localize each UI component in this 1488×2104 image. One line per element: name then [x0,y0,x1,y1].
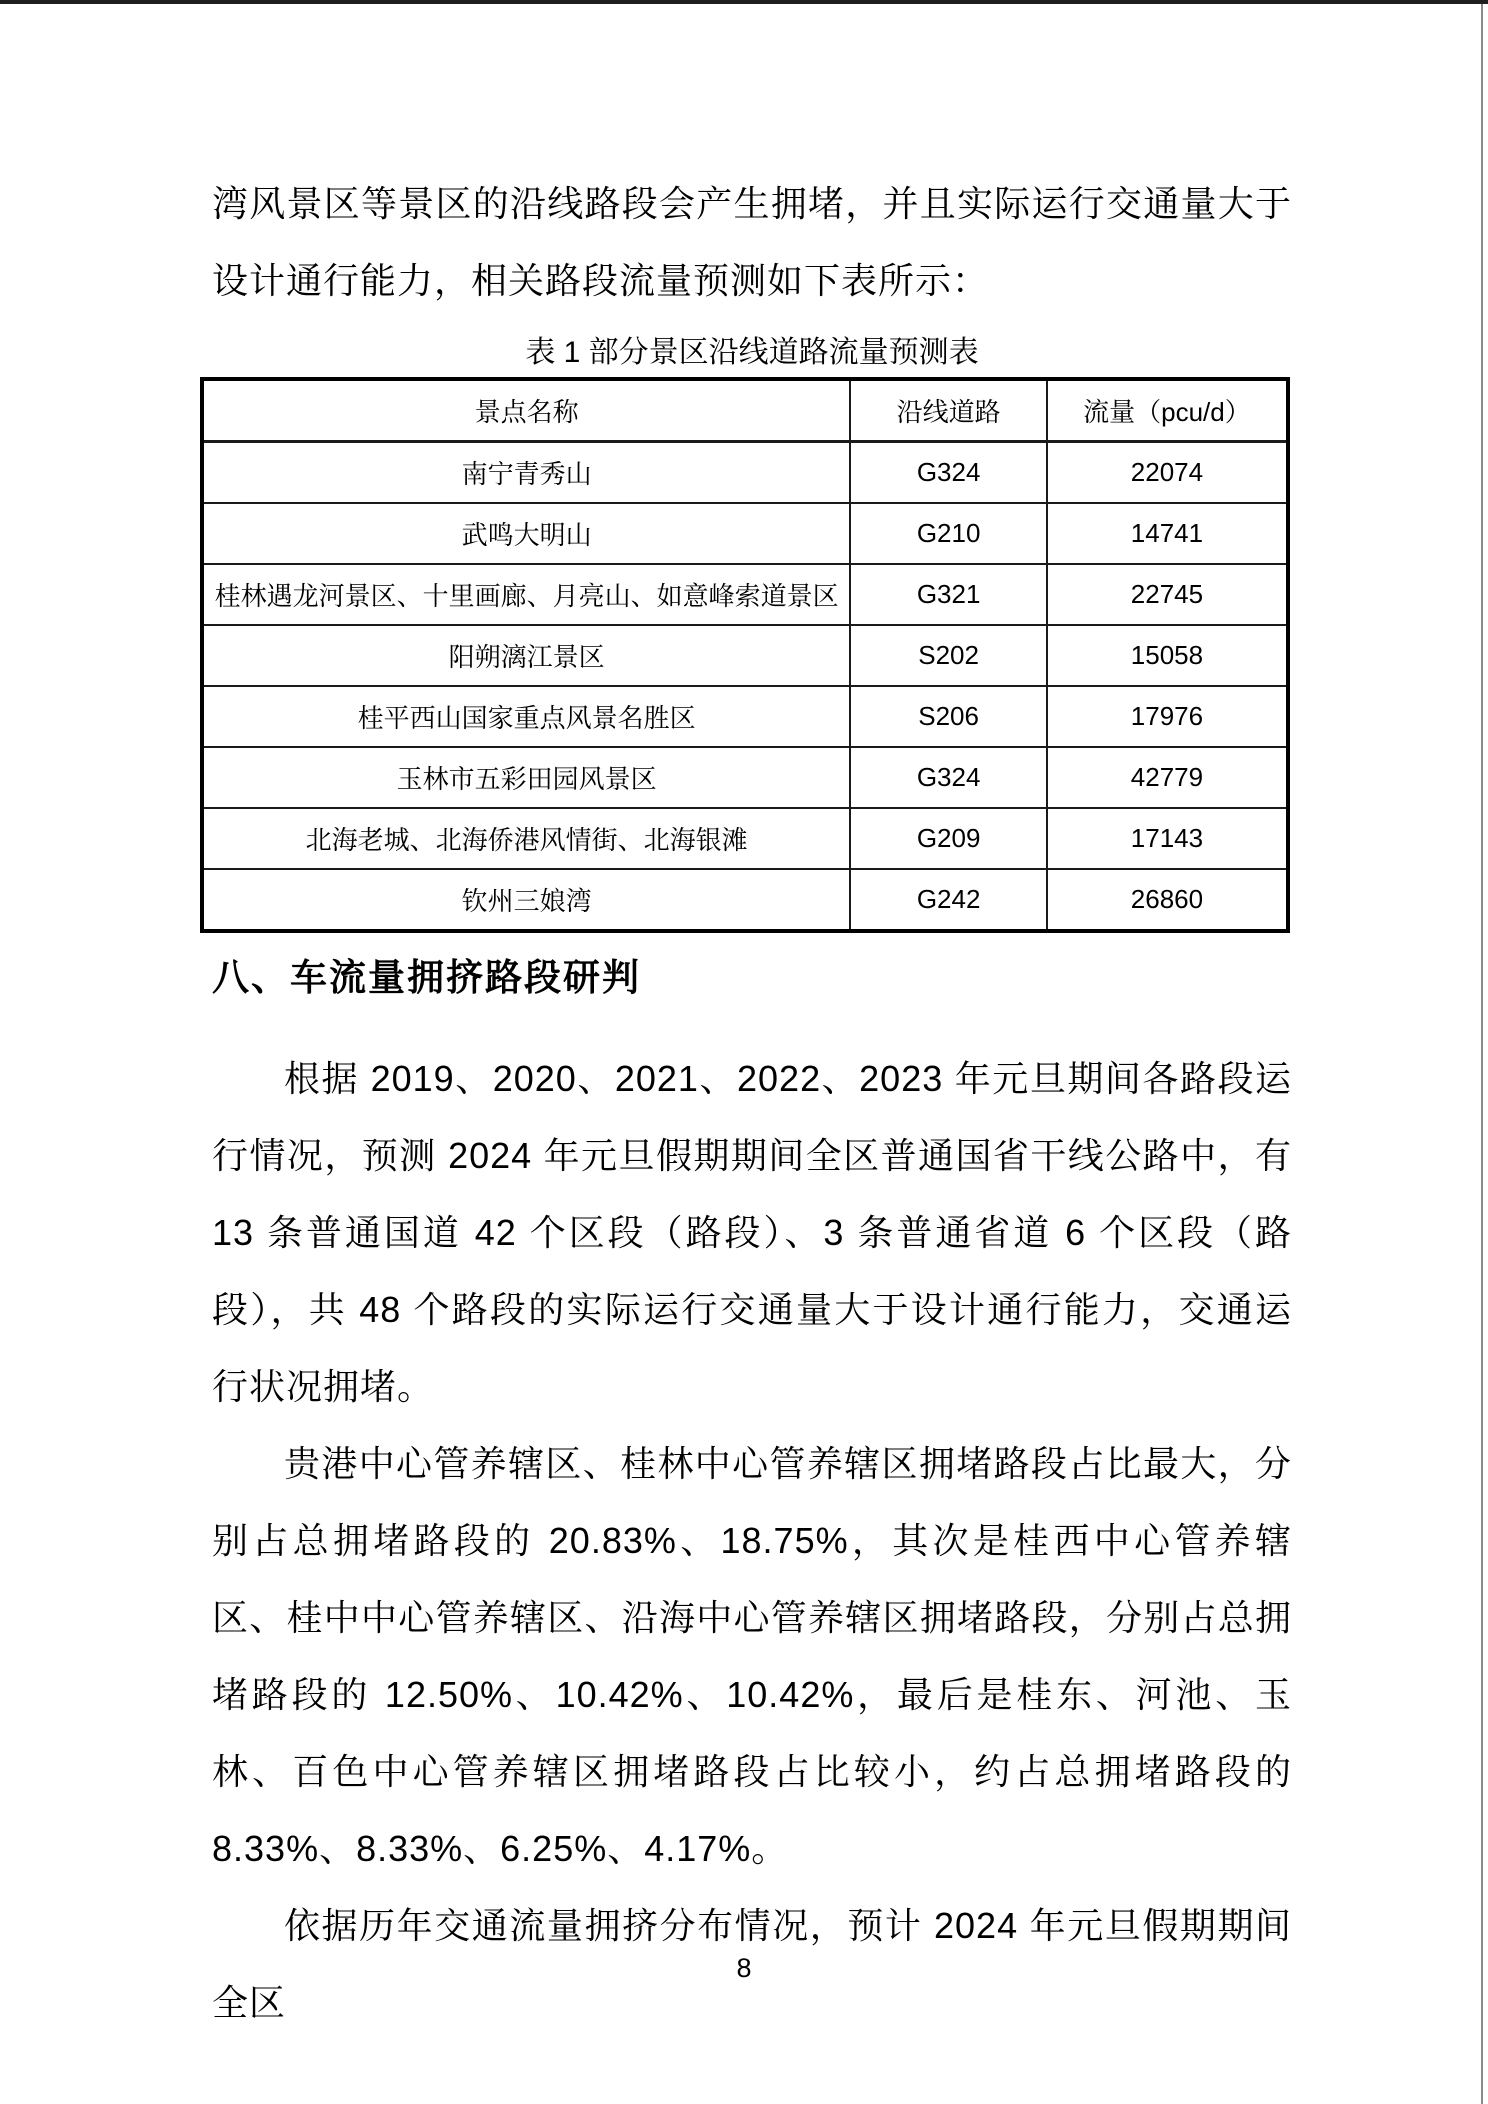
section-paragraph-2: 贵港中心管养辖区、桂林中心管养辖区拥堵路段占比最大，分别占总拥堵路段的 20.83%、18.75%，其次是桂西中心管养辖区、桂中中心管养辖区、沿海中心管养辖区拥堵路段，分别占总拥堵路段的 12.50%、10.42%、10.42%，最后是桂东、河池、玉林、百色中心管养辖区拥堵路段占比较小，约占总拥堵路段的 8.33%、8.33%、6.25%、4.17%。 [212,1443,1292,1869]
volume-cell: 26860 [1047,869,1288,931]
table-header-row [202,379,1288,442]
scenic-spot-cell: 北海老城、北海侨港风情街、北海银滩 [202,808,850,869]
table-caption: 表 1 部分景区沿线道路流量预测表 [525,336,979,369]
header-volume: 流量（pcu/d） [1047,379,1288,442]
scenic-spot-cell: 桂平西山国家重点风景名胜区 [202,686,850,747]
intro-paragraph: 湾风景区等景区的沿线路段会产生拥堵，并且实际运行交通量大于设计通行能力，相关路段流量预测如下表所示： [212,183,1292,301]
table-row [202,686,1288,747]
volume-cell: 22745 [1047,564,1288,625]
road-cell: G324 [850,442,1047,504]
volume-cell: 17143 [1047,808,1288,869]
page-number: 8 [736,1953,752,1983]
top-edge-bar [0,0,1488,4]
section-body [212,1040,1292,2041]
table-row [202,808,1288,869]
header-road: 沿线道路 [850,379,1047,442]
header-scenic-spot: 景点名称 [202,379,850,442]
table-row [202,625,1288,686]
road-cell: G324 [850,747,1047,808]
scenic-spot-cell: 武鸣大明山 [202,503,850,564]
table-row [202,442,1288,504]
road-cell: S202 [850,625,1047,686]
road-cell: G209 [850,808,1047,869]
volume-cell: 42779 [1047,747,1288,808]
table-row [202,564,1288,625]
volume-cell: 15058 [1047,625,1288,686]
table-row [202,869,1288,931]
page-right-edge-line [1481,4,1483,2104]
section-heading: 八、车流量拥挤路段研判 [212,957,641,998]
volume-cell: 17976 [1047,686,1288,747]
section-paragraph-3: 依据历年交通流量拥挤分布情况，预计 2024 年元旦假期期间全区 [212,1905,1292,2023]
scenic-spot-cell: 钦州三娘湾 [202,869,850,931]
scenic-spot-cell: 桂林遇龙河景区、十里画廊、月亮山、如意峰索道景区 [202,564,850,625]
volume-cell: 22074 [1047,442,1288,504]
scenic-spot-cell: 阳朔漓江景区 [202,625,850,686]
scenic-spot-cell: 玉林市五彩田园风景区 [202,747,850,808]
scenic-spot-cell: 南宁青秀山 [202,442,850,504]
table-row [202,503,1288,564]
table-row [202,747,1288,808]
road-cell: G242 [850,869,1047,931]
volume-cell: 14741 [1047,503,1288,564]
road-cell: G321 [850,564,1047,625]
road-cell: S206 [850,686,1047,747]
traffic-forecast-table [200,377,1290,933]
road-cell: G210 [850,503,1047,564]
section-paragraph-1: 根据 2019、2020、2021、2022、2023 年元旦期间各路段运行情况，预测 2024 年元旦假期期间全区普通国省干线公路中，有 13 条普通国道 42 个区段（路段）、3 条普通省道 6 个区段（路段），共 48 个路段的实际运行交通量大于设计通行能力，交通运行状况拥堵。 [212,1058,1292,1407]
